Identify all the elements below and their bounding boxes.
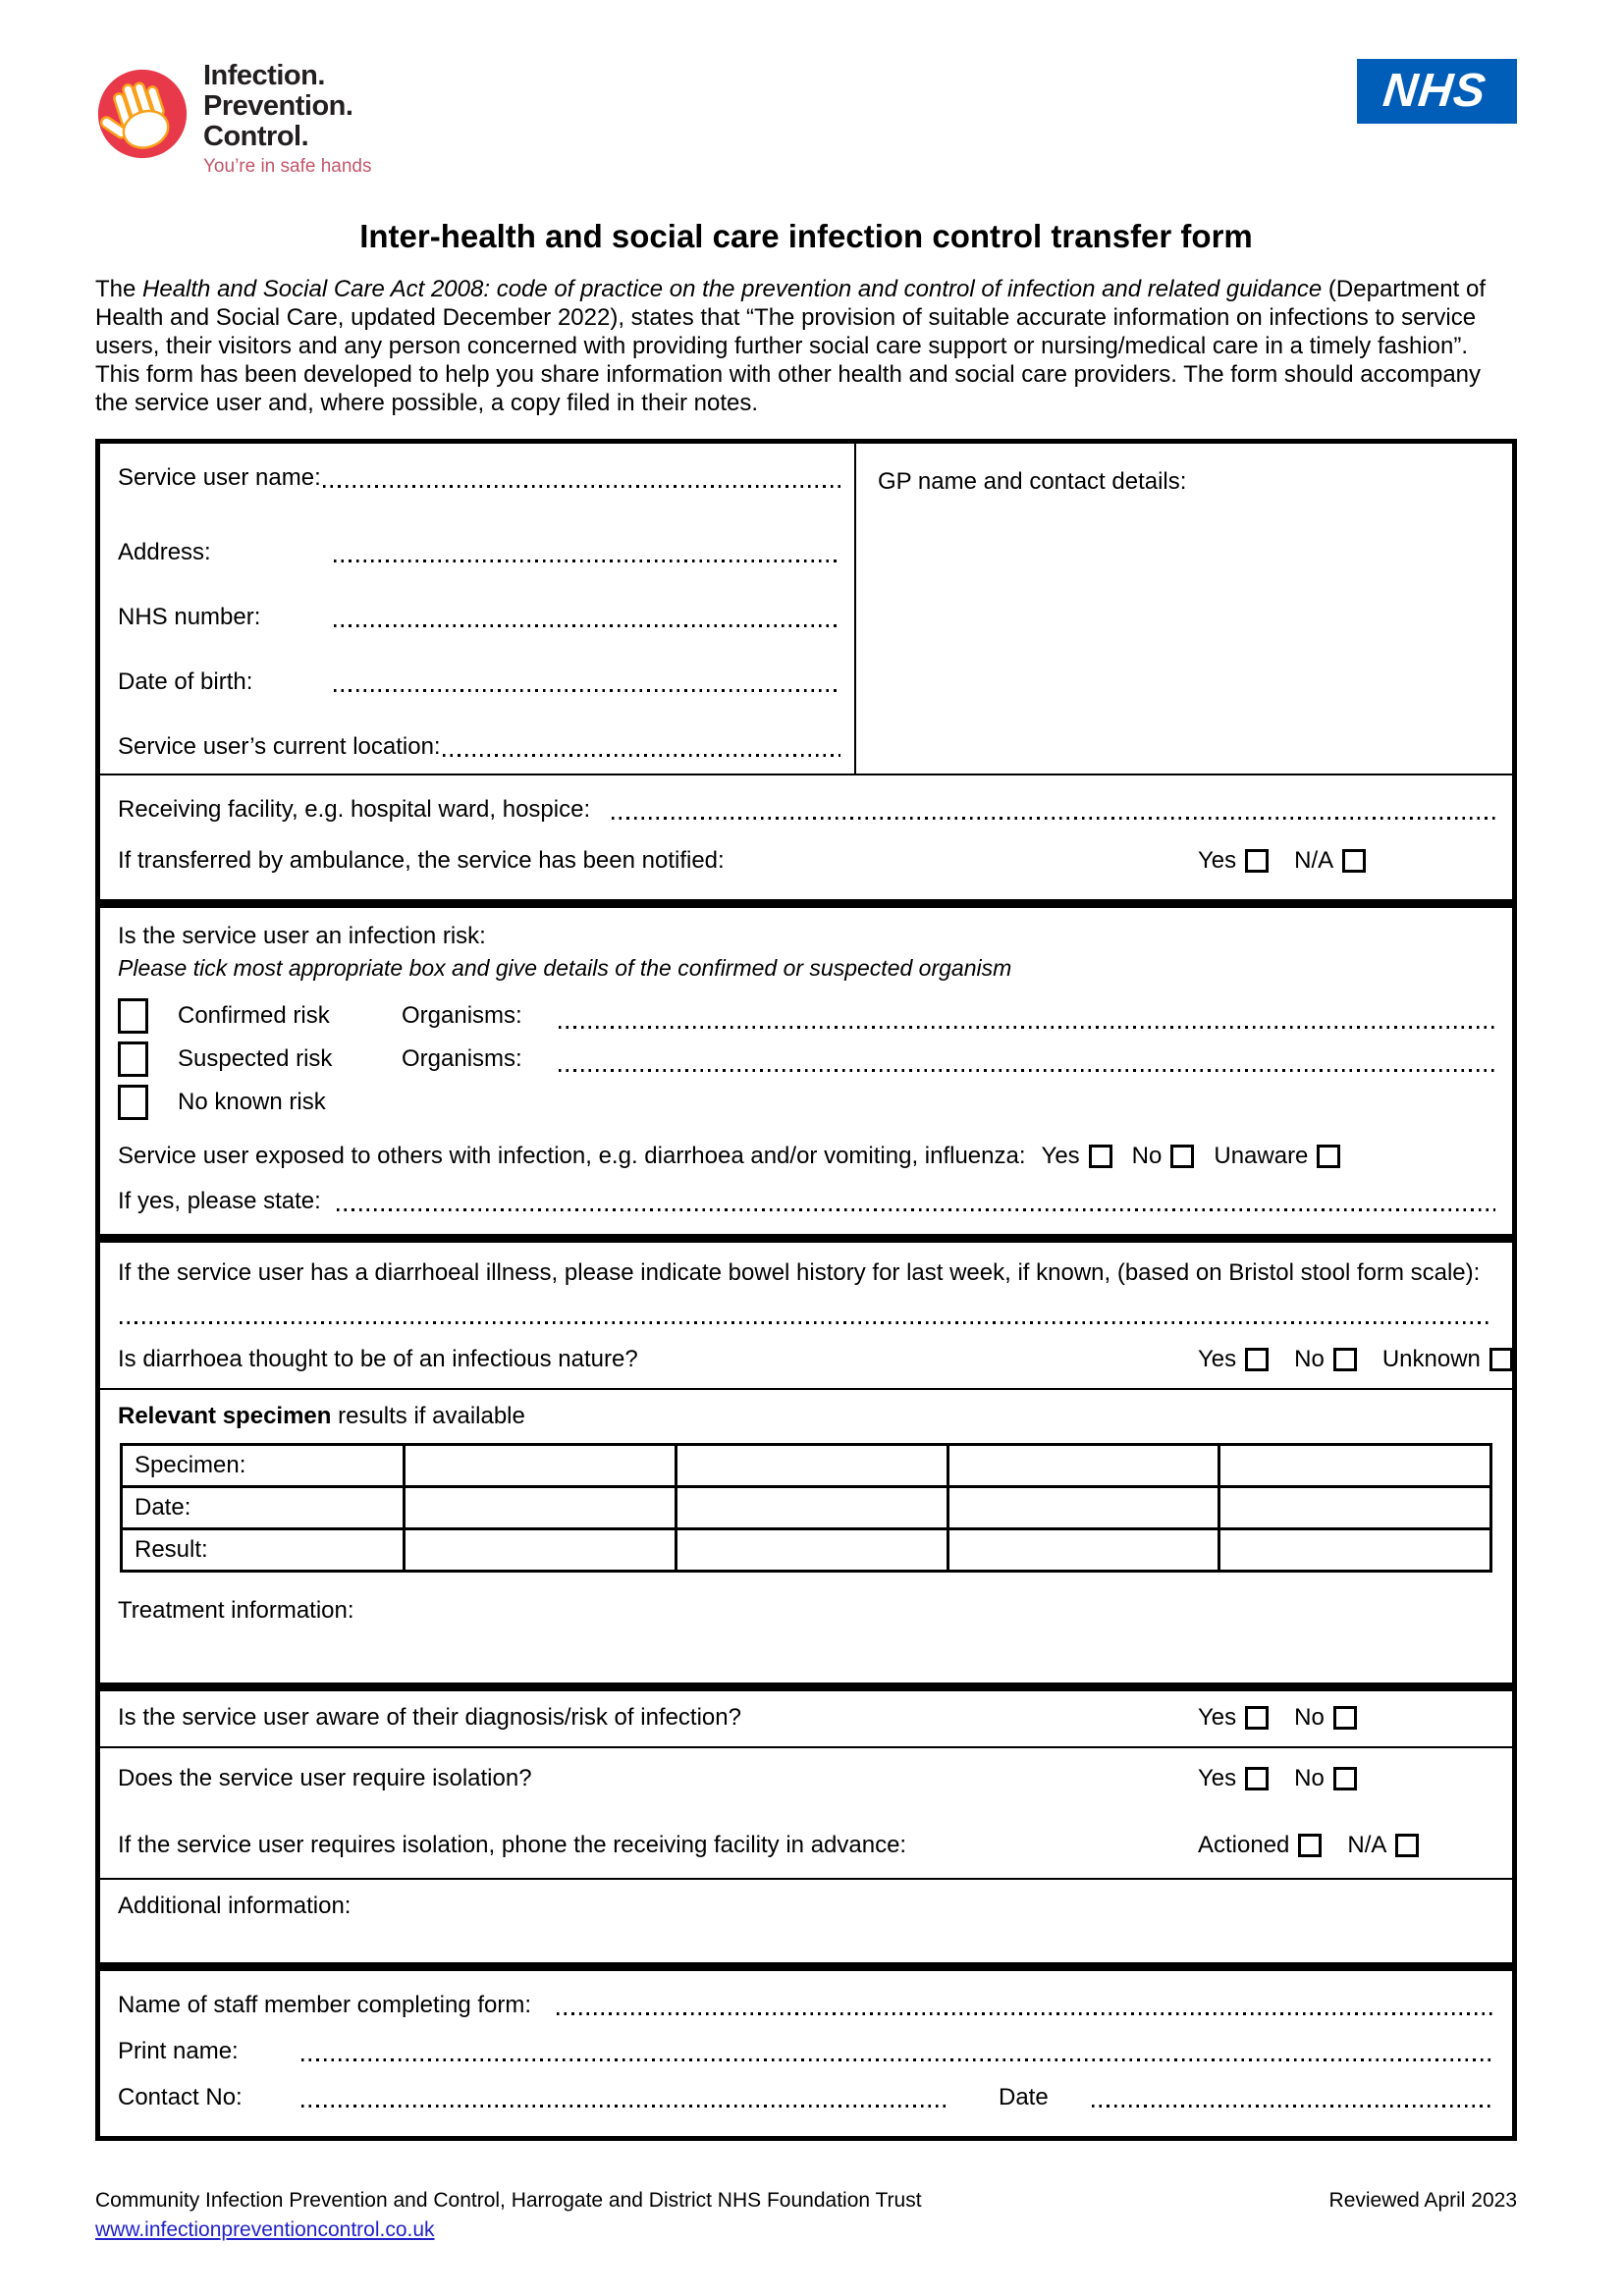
no-known-risk-label: No known risk <box>178 1089 326 1115</box>
diarrhoea-no-checkbox[interactable] <box>1333 1348 1357 1371</box>
isolation-section <box>100 1682 1512 1962</box>
address-field[interactable] <box>332 538 842 567</box>
result-cell[interactable] <box>676 1529 947 1572</box>
suspected-organisms-label: Organisms: <box>402 1045 522 1072</box>
receiving-facility-field[interactable] <box>610 795 1497 825</box>
date-of-birth-label: Date of birth: <box>118 668 253 695</box>
specimen-cell[interactable] <box>947 1445 1219 1487</box>
diarrhoea-no-label: No <box>1294 1346 1325 1372</box>
intro-act-reference: Health and Social Care Act 2008: code of practice on the prevention and control of infection and related guidance <box>142 276 1323 302</box>
infection-risk-heading: Is the service user an infection risk: <box>118 923 486 949</box>
result-cell[interactable] <box>405 1529 677 1572</box>
date-label: Date <box>999 2084 1049 2110</box>
specimen-heading <box>118 1402 1494 1431</box>
date-of-birth-field[interactable] <box>332 667 842 697</box>
result-cell[interactable] <box>947 1529 1219 1572</box>
aware-yes-checkbox[interactable] <box>1245 1706 1269 1730</box>
confirmed-organisms-label: Organisms: <box>402 1002 522 1029</box>
ipc-logo-text <box>203 61 371 179</box>
ipc-logo-line3: Control. <box>203 121 309 152</box>
specimen-row-label: Specimen: <box>122 1445 405 1487</box>
contact-no-field[interactable] <box>299 2083 947 2112</box>
current-location-field[interactable] <box>441 732 842 762</box>
isolation-phone-label: If the service user requires isolation, phone the receiving facility in advance: <box>118 1832 907 1858</box>
isolation-yes-label: Yes <box>1198 1765 1237 1791</box>
treatment-information-area[interactable] <box>118 1626 1494 1682</box>
exposed-unaware-checkbox[interactable] <box>1317 1145 1340 1168</box>
current-location-label: Service user’s current location: <box>118 733 441 760</box>
table-row <box>122 1445 1491 1487</box>
service-user-name-label: Service user name: <box>118 464 321 491</box>
specimen-table <box>120 1443 1492 1573</box>
aware-yes-label: Yes <box>1198 1704 1237 1731</box>
date-cell[interactable] <box>947 1487 1219 1529</box>
suspected-organisms-field[interactable] <box>557 1047 1497 1077</box>
actioned-label: Actioned <box>1198 1832 1290 1858</box>
date-field[interactable] <box>1090 2083 1494 2112</box>
actioned-checkbox[interactable] <box>1298 1834 1322 1857</box>
infection-risk-note: Please tick most appropriate box and give details of the confirmed or suspected organism <box>118 955 1012 981</box>
ambulance-na-checkbox[interactable] <box>1342 849 1366 873</box>
aware-no-checkbox[interactable] <box>1333 1706 1357 1730</box>
exposed-unaware-label: Unaware <box>1214 1143 1309 1169</box>
confirmed-organisms-field[interactable] <box>557 1004 1497 1034</box>
no-known-risk-checkbox[interactable] <box>118 1085 148 1120</box>
specimen-heading-rest: results if available <box>331 1403 525 1429</box>
confirmed-risk-checkbox[interactable] <box>118 998 148 1034</box>
gp-details-column <box>856 444 1497 774</box>
nhs-number-field[interactable] <box>332 603 842 632</box>
staff-name-label: Name of staff member completing form: <box>118 1992 532 2018</box>
page-footer <box>95 2188 1517 2243</box>
nhs-wordmark: NHS <box>1380 65 1489 117</box>
suspected-risk-label: Suspected risk <box>178 1045 333 1072</box>
additional-information-area[interactable] <box>118 1921 1494 1962</box>
ambulance-yes-label: Yes <box>1198 847 1237 874</box>
if-yes-state-field[interactable] <box>335 1187 1497 1216</box>
aware-question-label: Is the service user aware of their diagnosis/risk of infection? <box>118 1704 741 1731</box>
page-title: Inter-health and social care infection control transfer form <box>359 218 1253 254</box>
receiving-facility-section <box>100 774 1512 899</box>
date-cell[interactable] <box>676 1487 947 1529</box>
exposed-yes-label: Yes <box>1041 1143 1080 1169</box>
nhs-logo <box>1357 59 1517 124</box>
specimen-cell[interactable] <box>1219 1445 1491 1487</box>
additional-information-label: Additional information: <box>118 1893 352 1919</box>
result-cell[interactable] <box>1219 1529 1491 1572</box>
service-user-section <box>100 444 1512 774</box>
footer-website-link[interactable]: www.infectionpreventioncontrol.co.uk <box>95 2218 435 2241</box>
exposed-label: Service user exposed to others with infection, e.g. diarrhoea and/or vomiting, influenza: <box>118 1143 1026 1169</box>
diarrhoea-section <box>100 1234 1512 1682</box>
date-cell[interactable] <box>405 1487 677 1529</box>
bristol-stool-label: If the service user has a diarrhoeal illness, please indicate bowel history for last week, if known, (based on Bristol stool form scale): <box>118 1259 1481 1286</box>
suspected-risk-checkbox[interactable] <box>118 1041 148 1077</box>
aware-no-label: No <box>1294 1704 1325 1731</box>
diarrhoea-infectious-question: Is diarrhoea thought to be of an infectious nature? <box>118 1346 638 1372</box>
service-user-name-field[interactable] <box>321 463 842 493</box>
diarrhoea-unknown-checkbox[interactable] <box>1489 1348 1513 1371</box>
isolation-na-label: N/A <box>1347 1832 1387 1858</box>
date-cell[interactable] <box>1219 1487 1491 1529</box>
gp-details-area[interactable] <box>878 497 1497 713</box>
isolation-question-label: Does the service user require isolation? <box>118 1765 532 1791</box>
isolation-yes-checkbox[interactable] <box>1245 1767 1269 1790</box>
staff-section <box>100 1962 1512 2136</box>
isolation-no-checkbox[interactable] <box>1333 1767 1357 1790</box>
hand-in-circle-icon <box>95 67 189 161</box>
specimen-cell[interactable] <box>405 1445 677 1487</box>
exposed-no-checkbox[interactable] <box>1170 1145 1194 1168</box>
infection-risk-section <box>100 899 1512 1234</box>
diarrhoea-unknown-label: Unknown <box>1381 1346 1481 1372</box>
ambulance-notified-label: If transferred by ambulance, the service has been notified: <box>118 847 725 874</box>
result-row-label: Result: <box>122 1529 405 1572</box>
isolation-na-checkbox[interactable] <box>1395 1834 1419 1857</box>
footer-organisation: Community Infection Prevention and Control, Harrogate and District NHS Foundation Trust <box>95 2189 922 2212</box>
if-yes-state-label: If yes, please state: <box>118 1188 321 1214</box>
print-name-label: Print name: <box>118 2038 239 2064</box>
date-row-label: Date: <box>122 1487 405 1529</box>
ambulance-yes-checkbox[interactable] <box>1245 849 1269 873</box>
isolation-no-label: No <box>1294 1765 1325 1791</box>
ipc-logo <box>95 51 371 179</box>
ambulance-na-label: N/A <box>1294 847 1334 874</box>
print-name-field[interactable] <box>299 2037 1494 2066</box>
bristol-stool-field[interactable] <box>118 1300 1494 1329</box>
intro-paragraph <box>95 275 1517 417</box>
table-row <box>122 1529 1491 1572</box>
diarrhoea-yes-label: Yes <box>1198 1346 1237 1372</box>
gp-details-label: GP name and contact details: <box>878 468 1187 495</box>
specimen-heading-bold: Relevant specimen <box>118 1403 332 1429</box>
intro-pre: The <box>95 276 143 302</box>
exposed-yes-checkbox[interactable] <box>1089 1145 1112 1168</box>
contact-no-label: Contact No: <box>118 2084 243 2110</box>
intro-rest: (Department of Health and Social Care, updated December 2022), states that “The provision of suitable accurate information on infections to service users, their visitors and any person concerned with providing further social care support or nursing/medical care in a timely fashion”. This form has been developed to help you share information with other health and social care providers. The form should accompany the service user and, where possible, a copy filed in their notes. <box>95 276 1486 416</box>
address-label: Address: <box>118 539 211 565</box>
transfer-form <box>95 439 1517 2141</box>
service-user-details-column <box>115 444 856 774</box>
page-header <box>95 51 1517 196</box>
specimen-cell[interactable] <box>676 1445 947 1487</box>
staff-name-field[interactable] <box>555 1991 1494 2020</box>
table-row <box>122 1487 1491 1529</box>
confirmed-risk-label: Confirmed risk <box>178 1002 330 1029</box>
receiving-facility-label: Receiving facility, e.g. hospital ward, hospice: <box>118 796 591 823</box>
footer-reviewed-date: Reviewed April 2023 <box>1328 2189 1517 2212</box>
ipc-logo-tagline: You’re in safe hands <box>203 156 372 177</box>
ipc-logo-line2: Prevention. <box>203 90 353 122</box>
nhs-number-label: NHS number: <box>118 604 261 630</box>
treatment-information-label: Treatment information: <box>118 1597 354 1624</box>
exposed-no-label: No <box>1131 1143 1163 1169</box>
diarrhoea-yes-checkbox[interactable] <box>1245 1348 1269 1371</box>
ipc-logo-line1: Infection. <box>203 60 325 91</box>
